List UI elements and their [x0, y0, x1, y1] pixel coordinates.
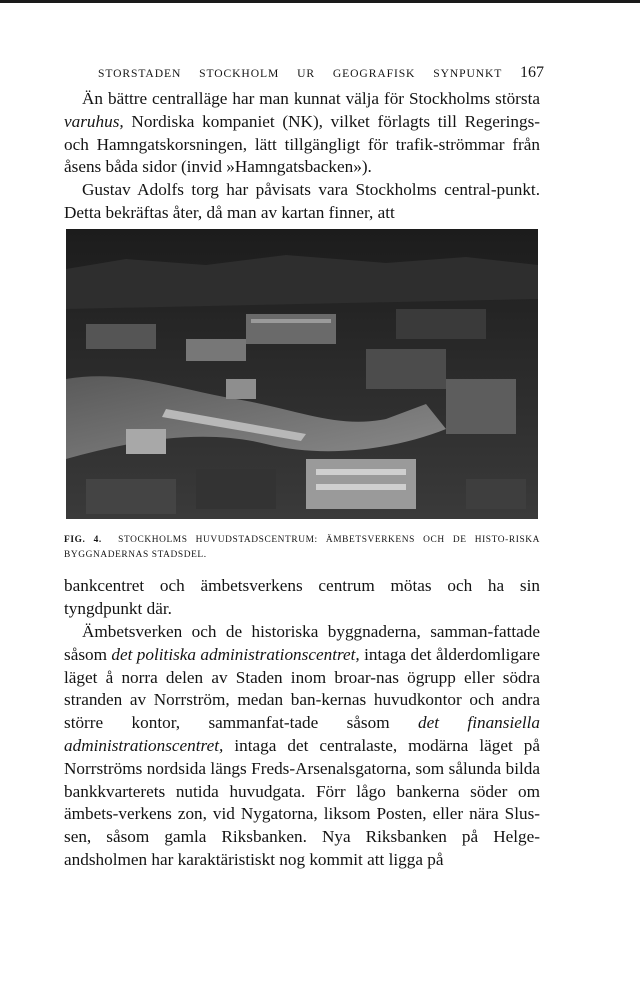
- page-number: 167: [520, 64, 544, 81]
- paragraph-text: [64, 88, 540, 179]
- running-header: [98, 64, 544, 83]
- figure-caption-text: STOCKHOLMS HUVUDSTADSCENTRUM: ÄMBETSVERKENS OCH DE HISTO-RISKA BYGGNADERNAS STADSDEL.: [64, 535, 540, 560]
- aerial-photo-illustration: [66, 229, 538, 519]
- paragraph-text: [64, 621, 540, 872]
- paragraph-varuhus: [64, 88, 540, 179]
- text-run: Än bättre centralläge har man kunnat välja för Stockholms: [82, 89, 491, 108]
- text-run: intaga det ålderdomligare läget å norra delen av Staden inom broar-nas ögrupp eller södra stranden av Norrström, medan ban-kernas huvudkontor och andra större kontor, sammanfat-tade såsom: [64, 644, 540, 733]
- emphasis-politiska: det politiska administrationscentret,: [111, 644, 360, 664]
- figure-label: FIG. 4.: [64, 535, 102, 545]
- paragraph-text: bankcentret och ämbetsverkens centrum mötas och ha sin tyngdpunkt där.: [64, 576, 540, 618]
- paragraph-text: Gustav Adolfs torg har påvisats vara Stockholms central-punkt. Detta bekräftas åter, då man av kartan finner, att: [64, 180, 540, 222]
- paragraph-ambetsverken: [64, 621, 540, 872]
- aerial-photograph: [66, 229, 538, 519]
- text-run: Ämbetsverken och de historiska byggnaderna, samman-fattade såsom: [64, 622, 540, 664]
- text-run: intaga det centralaste, modärna läget på Norrströms nordsida längs Freds-Arsenalsgatorna, som sålunda bilda bankkvarterets nutida huvudgata. Förr lågo bankerna söder om ämbets-verkens zon, vid Nygatorna, liksom Posten, eller nära Slus-sen, såsom gamla Riksbanken. Nya Riksbanken på Helge-andsholmen har karaktäristiskt nog kommit att ligga på: [64, 735, 540, 869]
- running-title: STORSTADEN STOCKHOLM UR GEOGRAFISK SYNPUNKT: [98, 67, 503, 80]
- paragraph-gustav-adolfs-torg: [64, 179, 540, 225]
- emphasis-varuhus: varuhus,: [64, 111, 124, 131]
- figure-caption: [64, 533, 540, 563]
- paragraph-bankcentret: [64, 575, 540, 621]
- text-run: största: [495, 89, 540, 108]
- text-run: Nordiska kompaniet (NK), vilket förlagts till Regerings- och Hamngatskorsningen, lätt tillgängligt för trafik-strömmar från åsens båda sidor (invid »Hamngatsbacken»).: [64, 111, 540, 177]
- top-rule: [0, 0, 640, 3]
- emphasis-finansiella: det finansiella administrationscentret,: [64, 713, 540, 755]
